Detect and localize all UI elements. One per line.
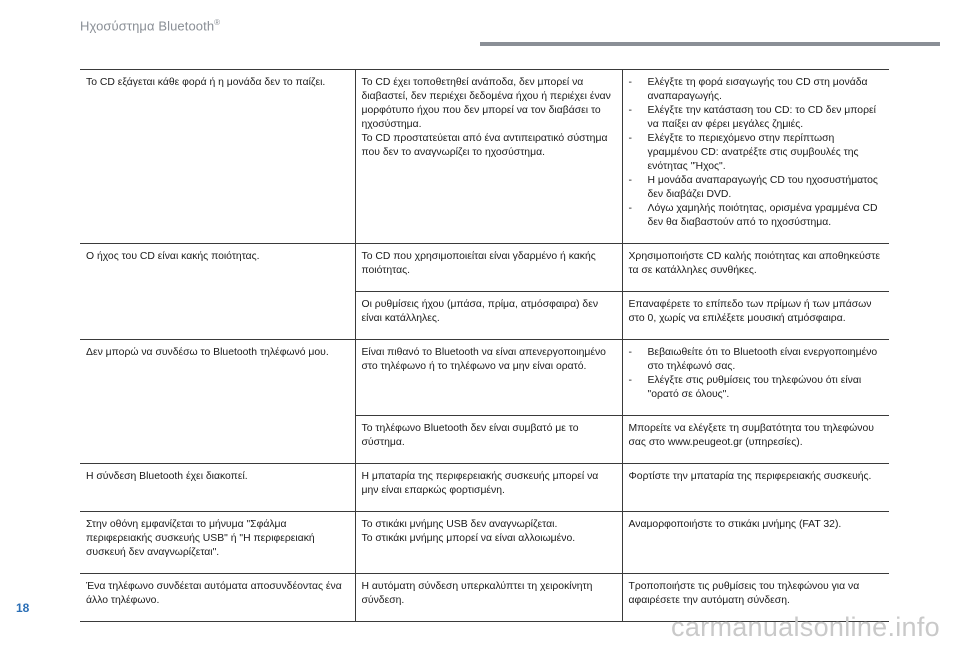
cause-cell: Η αυτόματη σύνδεση υπερκαλύπτει τη χειροκίνητη σύνδεση. bbox=[355, 574, 622, 622]
section-title-text: Ηχοσύστημα Bluetooth bbox=[80, 18, 215, 34]
table-row bbox=[80, 512, 889, 574]
table-row bbox=[80, 464, 889, 512]
cause-cell: Είναι πιθανό το Bluetooth να είναι απενεργοποιημένο στο τηλέφωνο ή το τηλέφωνο να μην είναι ορατό. bbox=[355, 340, 622, 416]
troubleshooting-table bbox=[80, 69, 889, 622]
solution-cell: Μπορείτε να ελέγξετε τη συμβατότητα του τηλεφώνου σας στο www.peugeot.gr (υπηρεσίες). bbox=[622, 416, 889, 464]
solution-cell bbox=[622, 340, 889, 416]
list-item: - Βεβαιωθείτε ότι το Bluetooth είναι ενεργοποιημένο στο τηλέφωνό σας. bbox=[629, 346, 884, 374]
problem-cell: Δεν μπορώ να συνδέσω το Bluetooth τηλέφωνό μου. bbox=[80, 340, 355, 464]
solution-cell: Τροποποιήστε τις ρυθμίσεις του τηλεφώνου για να αφαιρέσετε την αυτόματη σύνδεση. bbox=[622, 574, 889, 622]
solution-cell: Χρησιμοποιήστε CD καλής ποιότητας και αποθηκεύστε τα σε κατάλληλες συνθήκες. bbox=[622, 244, 889, 292]
registered-mark: ® bbox=[214, 18, 221, 27]
solution-cell bbox=[622, 70, 889, 244]
cause-cell: Οι ρυθμίσεις ήχου (μπάσα, πρίμα, ατμόσφαιρα) δεν είναι κατάλληλες. bbox=[355, 292, 622, 340]
cause-text: Το στικάκι μνήμης USB δεν αναγνωρίζεται. bbox=[361, 519, 558, 530]
cause-cell bbox=[355, 512, 622, 574]
section-title bbox=[80, 18, 220, 33]
problem-cell: Στην οθόνη εμφανίζεται το μήνυμα "Σφάλμα περιφερειακής συσκευής USB" ή "Η περιφερειακή συσκευή δεν αναγνωρίζεται". bbox=[80, 512, 355, 574]
problem-cell: Το CD εξάγεται κάθε φορά ή η μονάδα δεν το παίζει. bbox=[80, 70, 355, 244]
cause-text: Το CD προστατεύεται από ένα αντιπειρατικό σύστημα που δεν το αναγνωρίζει το ηχοσύστημα. bbox=[361, 133, 608, 158]
list-item: - Λόγω χαμηλής ποιότητας, ορισμένα γραμμένα CD δεν θα διαβαστούν από το ηχοσύστημα. bbox=[629, 202, 884, 230]
solution-cell: Φορτίστε την μπαταρία της περιφερειακής συσκευής. bbox=[622, 464, 889, 512]
table-row bbox=[80, 70, 889, 244]
table-row bbox=[80, 244, 889, 292]
list-item: - Ελέγξτε την κατάσταση του CD: το CD δεν μπορεί να παίξει αν φέρει μεγάλες ζημιές. bbox=[629, 104, 884, 132]
list-item: - Ελέγξτε τη φορά εισαγωγής του CD στη μονάδα αναπαραγωγής. bbox=[629, 76, 884, 104]
problem-cell: Η σύνδεση Bluetooth έχει διακοπεί. bbox=[80, 464, 355, 512]
solution-list bbox=[629, 76, 884, 230]
problem-cell: Ένα τηλέφωνο συνδέεται αυτόματα αποσυνδέοντας ένα άλλο τηλέφωνο. bbox=[80, 574, 355, 622]
watermark: carmanualsonline.info bbox=[671, 612, 940, 642]
cause-cell: Το CD που χρησιμοποιείται είναι γδαρμένο ή κακής ποιότητας. bbox=[355, 244, 622, 292]
header-rule bbox=[480, 42, 940, 46]
cause-cell: Το τηλέφωνο Bluetooth δεν είναι συμβατό με το σύστημα. bbox=[355, 416, 622, 464]
solution-cell: Επαναφέρετε το επίπεδο των πρίμων ή των μπάσων στο 0, χωρίς να επιλέξετε μουσική ατμόσφαιρα. bbox=[622, 292, 889, 340]
cause-text: Το CD έχει τοποθετηθεί ανάποδα, δεν μπορεί να διαβαστεί, δεν περιέχει δεδομένα ήχου ή περιέχει έναν μορφότυπο ήχου που δεν μπορεί να τον διαβάσει το ηχοσύστημα. bbox=[361, 77, 611, 130]
cause-cell bbox=[355, 70, 622, 244]
cause-cell: Η μπαταρία της περιφερειακής συσκευής μπορεί να μην είναι επαρκώς φορτισμένη. bbox=[355, 464, 622, 512]
problem-cell: Ο ήχος του CD είναι κακής ποιότητας. bbox=[80, 244, 355, 340]
solution-list bbox=[629, 346, 884, 402]
list-item: - Η μονάδα αναπαραγωγής CD του ηχοσυστήματος δεν διαβάζει DVD. bbox=[629, 174, 884, 202]
page-number: 18 bbox=[16, 601, 30, 615]
solution-cell: Αναμορφοποιήστε το στικάκι μνήμης (FAT 32). bbox=[622, 512, 889, 574]
table-row bbox=[80, 340, 889, 416]
cause-text: Το στικάκι μνήμης μπορεί να είναι αλλοιωμένο. bbox=[361, 533, 576, 544]
list-item: - Ελέγξτε το περιεχόμενο στην περίπτωση γραμμένου CD: ανατρέξτε στις συμβουλές της ενότητας "Ήχος". bbox=[629, 132, 884, 174]
list-item: - Ελέγξτε στις ρυθμίσεις του τηλεφώνου ότι είναι "ορατό σε όλους". bbox=[629, 374, 884, 402]
